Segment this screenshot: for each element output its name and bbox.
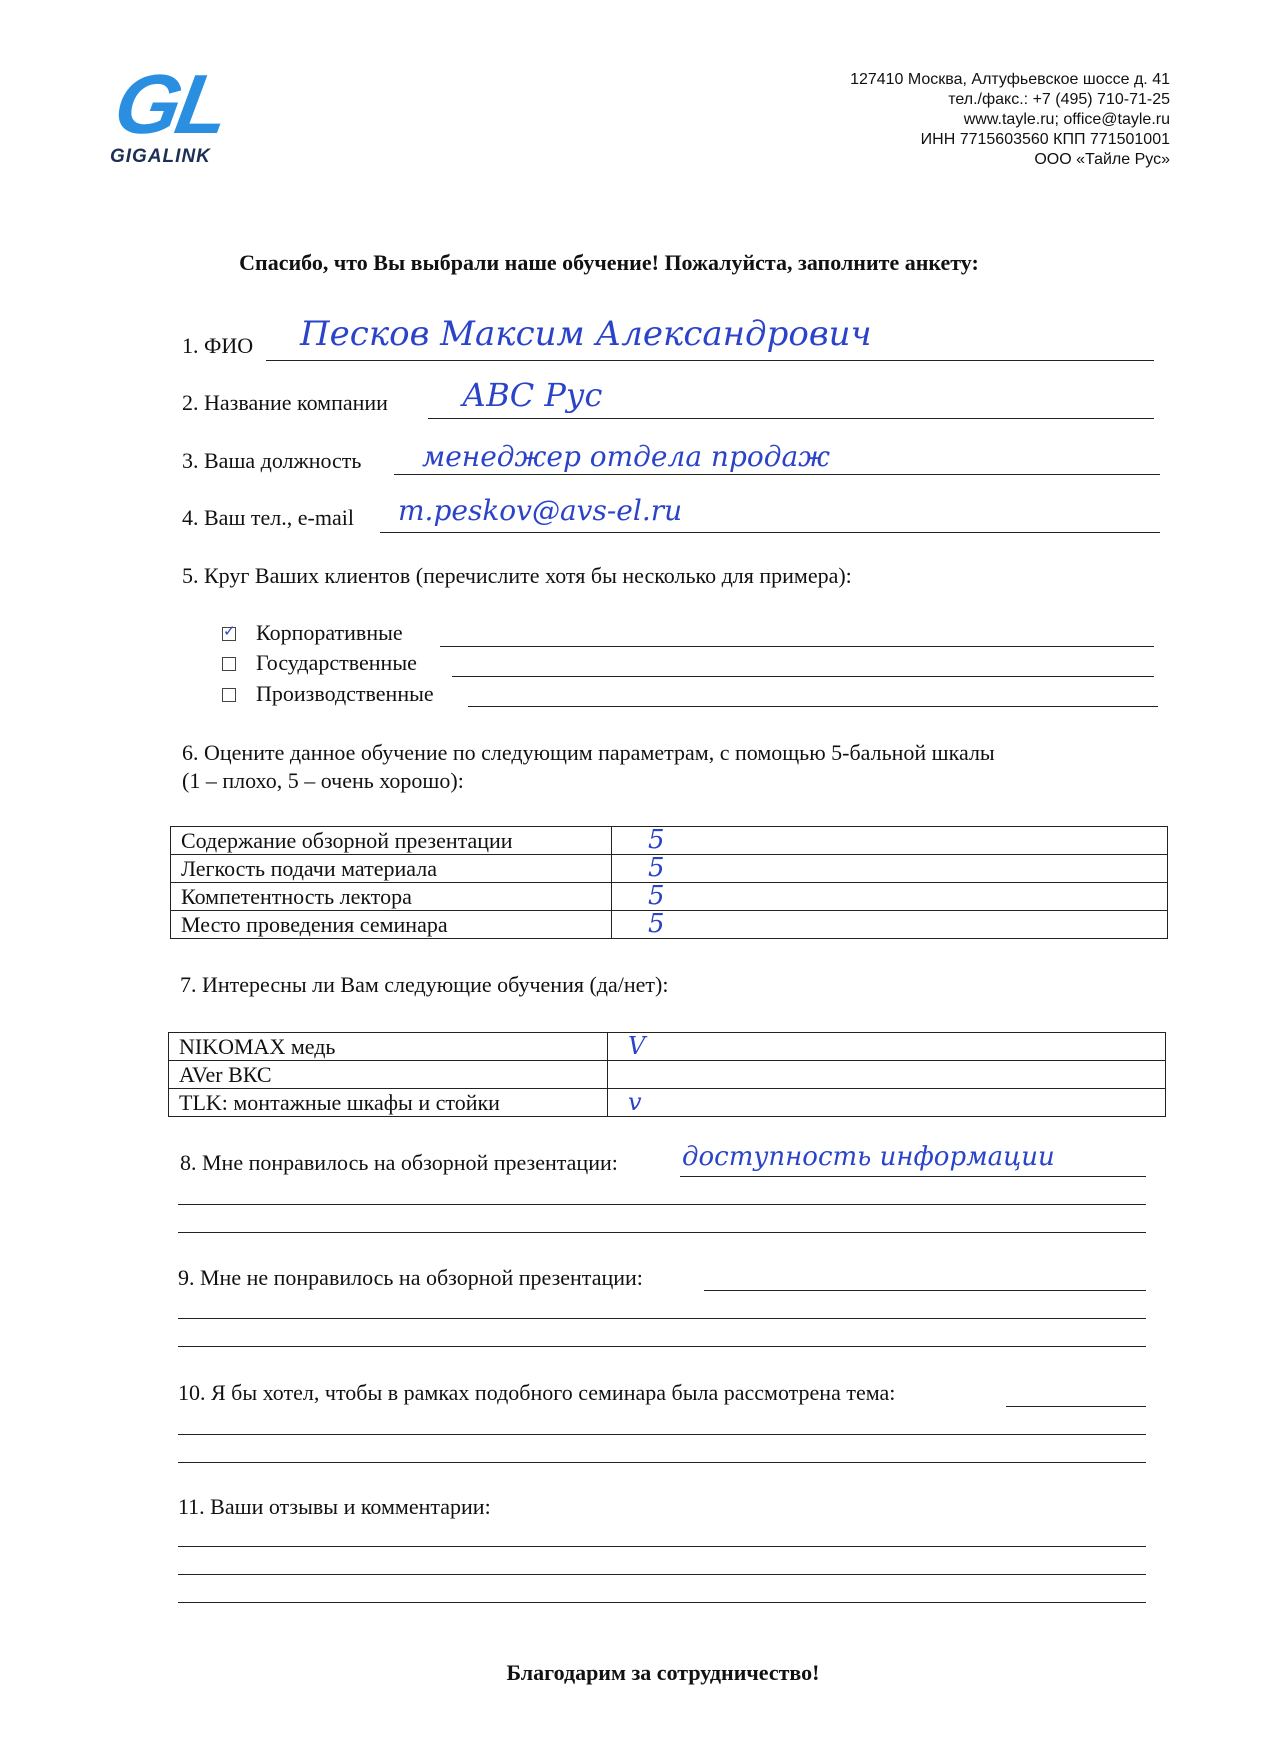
q10-line-1 — [1006, 1406, 1146, 1407]
table-row — [169, 1089, 1166, 1117]
q9-line-3 — [178, 1346, 1146, 1347]
q10-label: 10. Я бы хотел, чтобы в рамках подобного семинара была рассмотрена тема: — [178, 1380, 896, 1405]
q5-option-line-government — [452, 676, 1154, 677]
rating-param: Легкость подачи материала — [171, 855, 612, 883]
q8-line-2 — [178, 1204, 1146, 1205]
q5-option-checkbox-industrial[interactable] — [222, 688, 236, 702]
q5-option-label-corporate: Корпоративные — [256, 620, 403, 645]
q7-label: 7. Интересны ли Вам следующие обучения (да/нет): — [180, 972, 669, 997]
rating-param: Компетентность лектора — [171, 883, 612, 911]
q2-label: 2. Название компании — [182, 390, 388, 415]
rating-score[interactable]: 5 — [612, 911, 1168, 939]
q11-label: 11. Ваши отзывы и комментарии: — [178, 1494, 491, 1519]
company-name: ООО «Тайле Рус» — [1034, 151, 1170, 168]
address: 127410 Москва, Алтуфьевское шоссе д. 41 — [850, 71, 1170, 88]
company-contact-block — [850, 70, 1170, 170]
q6-label-line1: 6. Оцените данное обучение по следующим параметрам, с помощью 5-бальной шкалы — [182, 740, 995, 765]
interest-mark[interactable]: v — [608, 1089, 1166, 1117]
q5-option-line-industrial — [468, 706, 1158, 707]
q8-line-3 — [178, 1232, 1146, 1233]
rating-score[interactable]: 5 — [612, 855, 1168, 883]
table-row — [169, 1061, 1166, 1089]
interest-topic: AVer ВКС — [169, 1061, 608, 1089]
rating-param: Содержание обзорной презентации — [171, 827, 612, 855]
q5-label: 5. Круг Ваших клиентов (перечислите хотя бы несколько для примера): — [182, 563, 852, 588]
interest-topic: NIKOMAX медь — [169, 1033, 608, 1061]
q9-label: 9. Мне не понравилось на обзорной презентации: — [178, 1265, 643, 1290]
q1-line — [266, 360, 1154, 361]
q3-answer[interactable]: менеджер отдела продаж — [422, 440, 830, 473]
q4-line — [380, 532, 1160, 533]
q6-label-line2: (1 – плохо, 5 – очень хорошо): — [182, 768, 464, 793]
interest-mark[interactable]: V — [608, 1033, 1166, 1061]
q5-option-checkbox-government[interactable] — [222, 657, 236, 671]
q5-option-line-corporate — [440, 646, 1154, 647]
q11-line-3 — [178, 1602, 1146, 1603]
table-row — [169, 1033, 1166, 1061]
interest-topic: TLK: монтажные шкафы и стойки — [169, 1089, 608, 1117]
q5-option-label-industrial: Производственные — [256, 681, 434, 706]
q5-option-label-government: Государственные — [256, 650, 417, 675]
q7-interest-table — [168, 1032, 1166, 1117]
q8-answer[interactable]: доступность информации — [682, 1142, 1055, 1172]
q4-label: 4. Ваш тел., e-mail — [182, 505, 354, 530]
logo-mark: GL — [107, 57, 234, 151]
table-row — [171, 827, 1168, 855]
logo-text: GIGALINK — [110, 146, 211, 167]
q4-answer[interactable]: m.peskov@avs-el.ru — [398, 494, 683, 527]
rating-score[interactable]: 5 — [612, 883, 1168, 911]
q10-line-3 — [178, 1462, 1146, 1463]
q9-line-2 — [178, 1318, 1146, 1319]
q9-line-1 — [704, 1290, 1146, 1291]
interest-mark[interactable] — [608, 1061, 1166, 1089]
rating-param: Место проведения семинара — [171, 911, 612, 939]
q10-line-2 — [178, 1434, 1146, 1435]
q3-line — [394, 474, 1160, 475]
q2-answer[interactable]: АВС Рус — [462, 376, 603, 414]
q11-line-1 — [178, 1546, 1146, 1547]
table-row — [171, 911, 1168, 939]
logo — [107, 57, 248, 170]
q11-line-2 — [178, 1574, 1146, 1575]
q1-label: 1. ФИО — [182, 333, 254, 358]
q5-option-checkbox-corporate[interactable] — [222, 627, 236, 641]
q8-line-1 — [680, 1176, 1146, 1177]
q2-line — [428, 418, 1154, 419]
web-email: www.tayle.ru; office@tayle.ru — [963, 111, 1170, 128]
form-title: Спасибо, что Вы выбрали наше обучение! Пожалуйста, заполните анкету: — [239, 250, 979, 275]
phone: тел./факс.: +7 (495) 710-71-25 — [948, 91, 1170, 108]
q3-label: 3. Ваша должность — [182, 448, 362, 473]
q1-answer[interactable]: Песков Максим Александрович — [300, 314, 872, 354]
footer-thanks: Благодарим за сотрудничество! — [506, 1660, 820, 1685]
inn-kpp: ИНН 7715603560 КПП 771501001 — [920, 131, 1170, 148]
q8-label: 8. Мне понравилось на обзорной презентации: — [180, 1150, 618, 1175]
table-row — [171, 883, 1168, 911]
rating-score[interactable]: 5 — [612, 827, 1168, 855]
table-row — [171, 855, 1168, 883]
q6-rating-table — [170, 826, 1168, 939]
